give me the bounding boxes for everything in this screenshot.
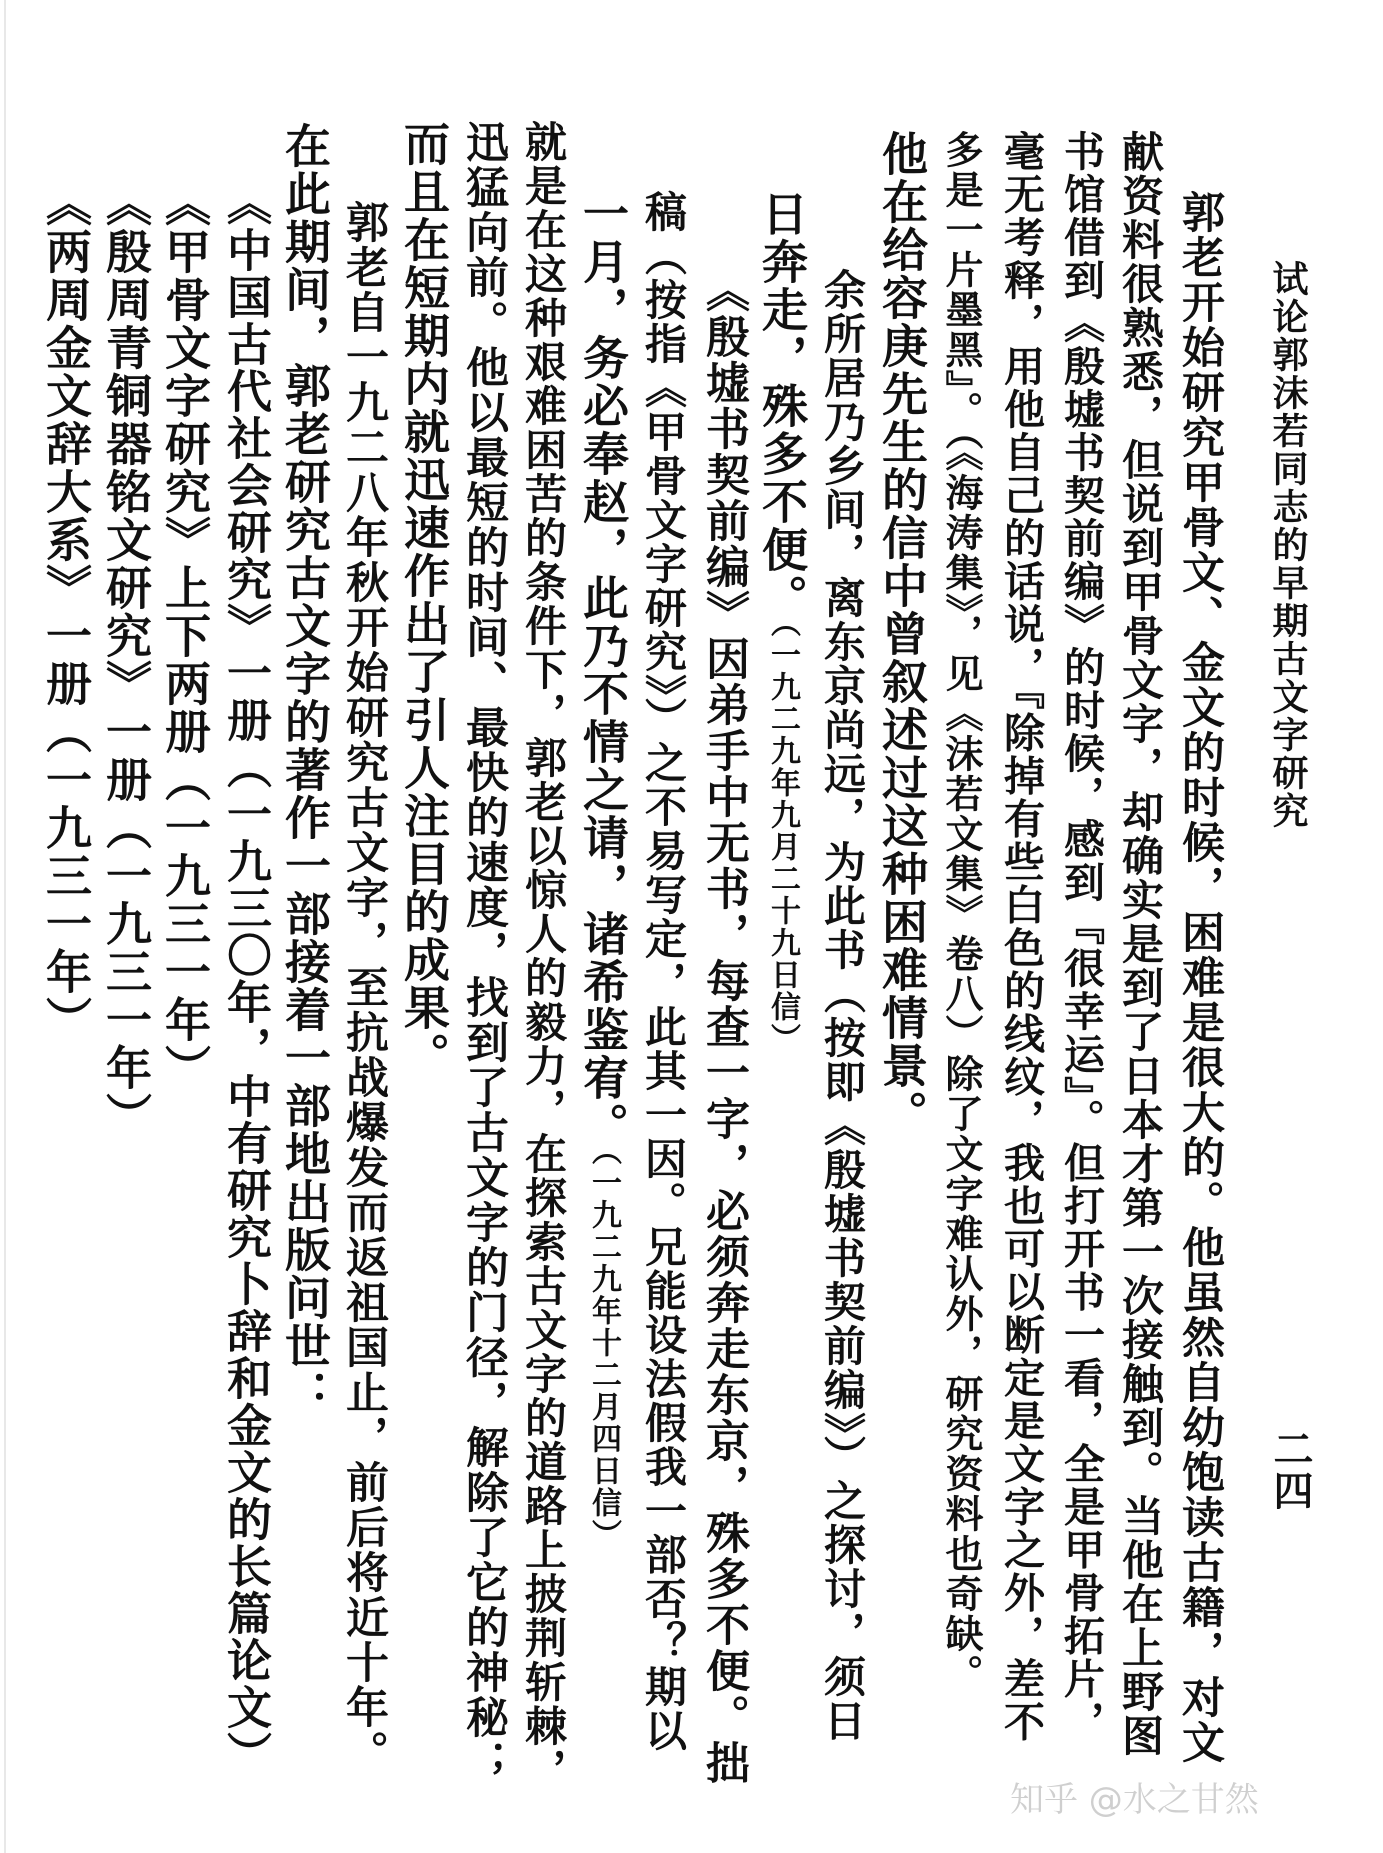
list-item: 《殷周青铜器铭文研究》一册（一九三一年） — [99, 180, 153, 1140]
quote-column: 余所居乃乡间，离东京尚远，为此书（按即《殷墟书契前编》）之探讨，须日 — [818, 268, 867, 1743]
watermark: 知乎 @水之甘然 — [1010, 1780, 1259, 1820]
quote-column: 日奔走，殊多不便。（一九二九年九月二十九日信） — [755, 190, 809, 1055]
text-column: 毫无考释，用他自己的话说，『除掉有些白色的线纹，我也可以断定是文字之外，差不 — [997, 130, 1045, 1744]
running-title: 试论郭沫若同志的早期古文字研究 — [1267, 260, 1309, 830]
text-column: 在此期间，郭老研究古文字的著作一部接着一部地出版问世： — [278, 122, 332, 1418]
source-note: （一九二九年十二月四日信） — [586, 1150, 621, 1551]
text-column: 迅猛向前。他以最短的时间、最快的速度，找到了古文字的门径，解除了它的神秘； — [459, 120, 509, 1785]
quote-column: 稿（按指《甲骨文字研究》）之不易写定，此其一因。兄能设法假我一部否？期以 — [639, 190, 688, 1753]
text-column: 而且在短期内就迅速作出了引人注目的成果。 — [397, 120, 451, 1080]
page-number: 二四 — [1267, 1428, 1314, 1512]
list-item: 《中国古代社会研究》一册（一九三〇年，中有研究卜辞和金文的长篇论文） — [219, 180, 272, 1778]
text-column: 多是一片墨黑』。（《海涛集》，见《沫若文集》卷八）除了文字难认外，研究资料也奇缺。 — [939, 130, 984, 1694]
text-column: 献资料很熟悉，但说到甲骨文字，却确实是到了日本才第一次接触到。当他在上野图 — [1116, 130, 1165, 1758]
text-column: 郭老自一九二八年秋开始研究古文字，至抗战爆发而返祖国止，前后将近十年。 — [339, 200, 389, 1775]
quote-column: 《殷墟书契前编》因弟手中无书，每查一字，必须奔走东京，殊多不便。拙 — [698, 268, 749, 1786]
list-item: 《甲骨文字研究》上下两册（一九三一年） — [158, 180, 212, 1092]
text-column: 他在给容庚先生的信中曾叙述过这种困难情景。 — [875, 130, 929, 1138]
source-note: （一九二九年九月二十九日信） — [765, 622, 800, 1055]
page-edge-line — [4, 0, 6, 1853]
text-column: 书馆借到《殷墟书契前编》的时候，感到『很幸运』。但打开书一看，全是甲骨拓片， — [1057, 130, 1105, 1744]
quote-column: 一月，务必奉赵，此乃不情之请，诸希鉴宥。（一九二九年十二月四日信） — [576, 190, 630, 1551]
text-column: 就是在这种艰难困苦的条件下，郭老以惊人的毅力，在探索古文字的道路上披荆斩棘， — [519, 120, 568, 1792]
text-column: 郭老开始研究甲骨文、金文的时候，困难是很大的。他虽然自幼饱读古籍，对文 — [1175, 190, 1225, 1765]
list-item: 《两周金文辞大系》一册（一九三一年） — [39, 180, 93, 1044]
